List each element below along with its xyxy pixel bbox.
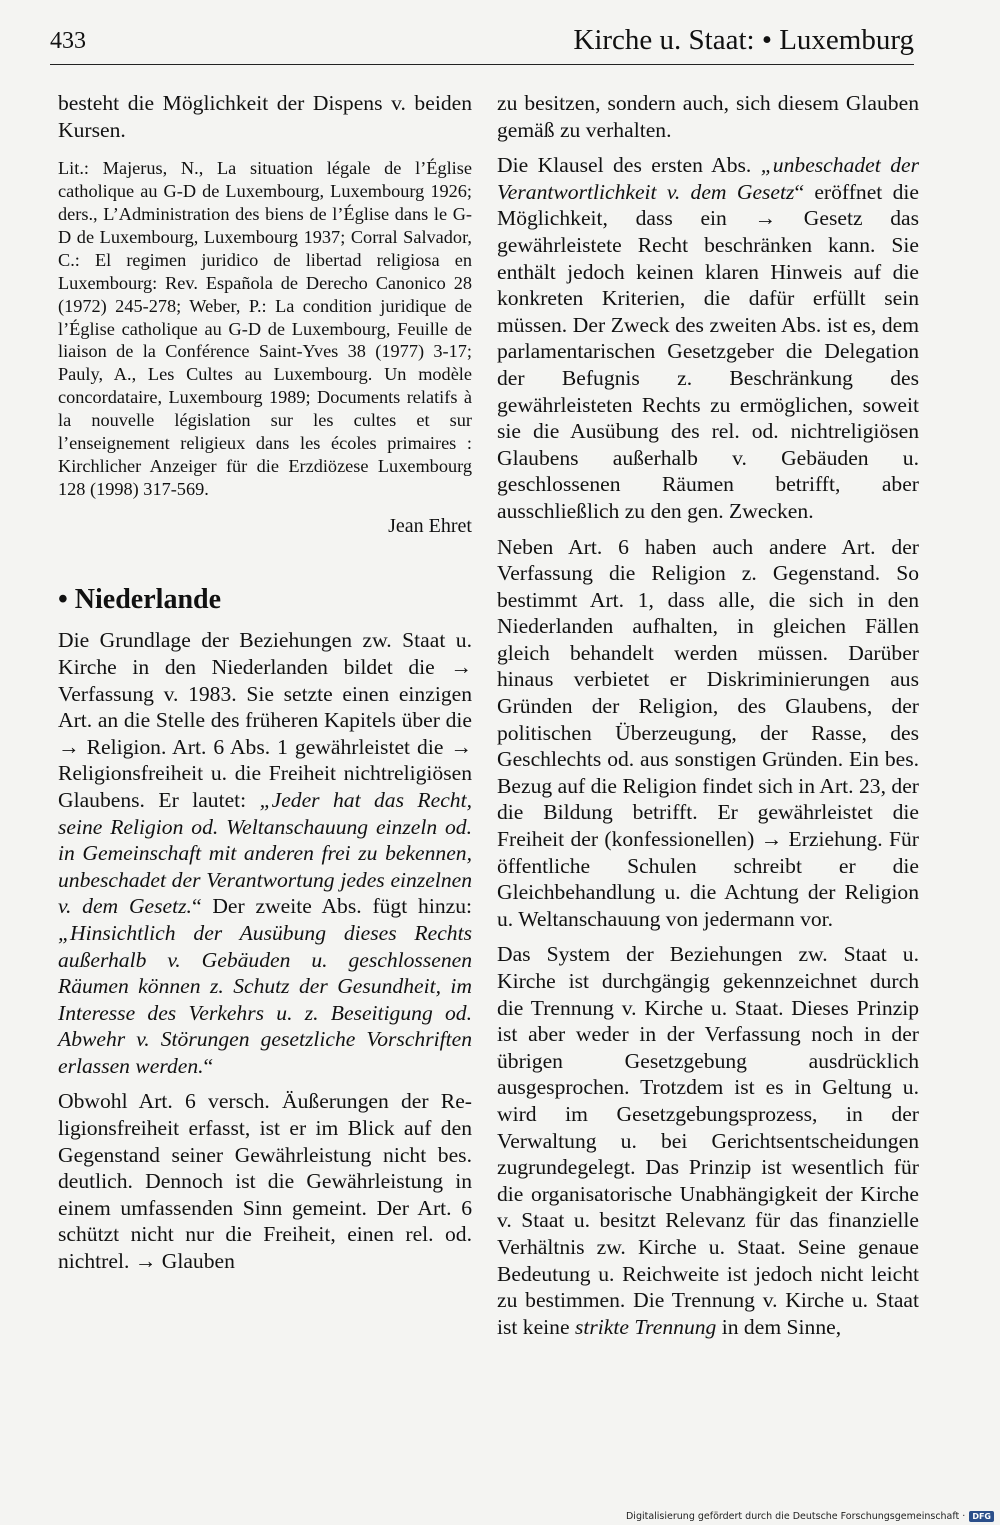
quote: „unbeschadet der Verantwortlichkeit v. dem Gesetz	[497, 153, 919, 204]
paragraph	[497, 941, 919, 1340]
text-run: “ Der zweite Abs. fügt hinzu:	[191, 894, 472, 919]
footer-text: Digitalisierung gefördert durch die Deutsche Forschungsgemeinschaft ·	[625, 1511, 966, 1522]
paragraph	[497, 152, 919, 524]
paragraph	[58, 627, 472, 1079]
quote: „Hinsichtlich der Ausübung dieses Rechts außerhalb v. Gebäuden u. geschlossenen Räumen können z. Schutz der Gesundheit, im Interesse des Verkehrs u. z. Beseitigung od. Abwehr v. Störungen gesetzliche Vorschriften erlassen werden.	[58, 920, 472, 1078]
quote: „Jeder hat das Recht, seine Religion od. Weltanschauung einzeln od. in Gemeinschaft mit anderen frei zu bekennen, unbeschadet der Verantwortung jedes einzelnen v. dem Gesetz.	[58, 787, 472, 919]
running-title: Kirche u. Staat: • Luxemburg	[573, 24, 914, 56]
digitization-footer	[626, 1511, 994, 1522]
page-header	[50, 22, 914, 65]
text-run: Das System der Beziehungen zw. Staat u. Kirche ist durchgängig gekennzeichnet durch die Trennung v. Kirche u. Staat. Dieses Prinzip ist aber weder in der Verfassung noch in der übrigen Gesetzgebung ausdrücklich ausgesprochen. Trotzdem ist es in Geltung u. wird im Gesetzgebungsprozess, in der Verwaltung u. bei Gerichtsentscheidungen zugrundegelegt. Das Prinzip ist wesentlich für die organisatorische Unabhängigkeit der Kirche v. Staat u. besitzt Relevanz für das finanzielle Verhältnis zw. Kirche u. Staat. Seine genaue Bedeutung u. Reichweite ist jedoch nicht leicht zu bestimmen. Die Trennung v. Kirche u. Staat ist keine	[497, 942, 919, 1339]
paragraph: zu besitzen, sondern auch, sich diesem Glauben gemäß zu verhalten.	[497, 91, 919, 142]
emphasis: strikte Trennung	[574, 1314, 717, 1339]
text-run: “ eröffnet die Möglichkeit, dass ein → Gesetz das gewährleistete Recht beschränken kann. Sie enthält jedoch keinen klaren Hinweis auf die konkreten Kriterien, die dafür erfüllt sein müssen. Der Zweck des zweiten Abs. ist es, dem parlamentarischen Gesetzgeber die Delegation der Befugnis z. Beschränkung des gewährleisteten Rechts zu ermöglichen, soweit sie die Ausübung des rel. od. nichtreligiösen Glaubens außerhalb v. Gebäuden u. geschlossenen Räumen betrifft, aber ausschließlich zu den gen. Zwecken.	[497, 179, 919, 523]
text-run: in dem Sinne,	[716, 1314, 842, 1339]
paragraph: Obwohl Art. 6 versch. Äußerungen der Religionsfreiheit erfasst, ist er im Blick auf den Gegenstand seiner Gewährleistung nicht bes. deutlich. Dennoch ist die Gewährleistung in einem umfassenden Sinn gemeint. Der Art. 6 schützt nicht nur die Freiheit, einen rel. od. nichtrel. → Glauben	[58, 1089, 472, 1274]
page-number: 433	[50, 28, 86, 54]
left-column	[58, 90, 472, 1284]
paragraph: besteht die Möglichkeit der Dispens v. beiden Kursen.	[58, 91, 472, 142]
text-run: “	[203, 1053, 214, 1078]
text-run: Die Grundlage der Beziehungen zw. Staat u. Kirche in den Niederlanden bildet die → Verfassung v. 1983. Sie setzte einen einzigen Art. an die Stelle des früheren Kapitels über die → Religion. Art. 6 Abs. 1 gewährleistet die → Religionsfreiheit u. die Freiheit nichtreligiösen Glaubens. Er lautet:	[58, 628, 472, 812]
paragraph: Neben Art. 6 haben auch andere Art. der Verfassung die Religion z. Gegenstand. So bestimmt Art. 1, dass alle, die sich in den Niederlanden aufhalten, in gleichen Fällen gleich behandelt werden müssen. Darüber hinaus verbietet er Diskriminierungen aus Gründen der Religion, des Glaubens, der politischen Überzeugung, der Rasse, des Geschlechts od. aus sonstigen Gründen. Ein bes. Bezug auf die Religion findet sich in Art. 23, der die Bildung betrifft. Er gewährleistet die Freiheit der (konfessionellen) → Erziehung. Für öffentliche Schulen schreibt er die Gleichbehandlung u. die Achtung der Religion u. Weltanschauung von jedermann vor.	[497, 534, 919, 931]
literature-list: Lit.: Majerus, N., La situation légale de l’Église catholique au G-D de Luxembourg, Luxembourg 1926; ders., L’Administration des biens de l’Église dans le G-D de Luxembourg, Luxembourg 1937; Corral Salvador, C.: El regimen juridico de libertad religiosa en Luxembourg: Rev. Española de Derecho Canonico 28 (1972) 245-278; Weber, P.: La condition juridique de l’Église catholique au G-D de Luxembourg, Feuille de liaison de la Conférence Saint-Yves 38 (1977) 3-17; Pauly, A., Les Cultes au Luxembourg. Un modèle concordataire, Luxembourg 1989; Documents relatifs à la nouvelle législation sur les cultes et sur l’enseignement religieux dans les écoles primaires : Kirchlicher Anzeiger für die Erzdiözese Luxembourg 128 (1998) 317-569.	[58, 158, 472, 499]
dfg-logo: DFG	[969, 1511, 994, 1522]
right-column	[497, 90, 919, 1349]
section-heading: • Niederlande	[58, 584, 222, 616]
article-author: Jean Ehret	[388, 514, 472, 537]
text-run: Die Klausel des ersten Abs.	[497, 153, 761, 178]
